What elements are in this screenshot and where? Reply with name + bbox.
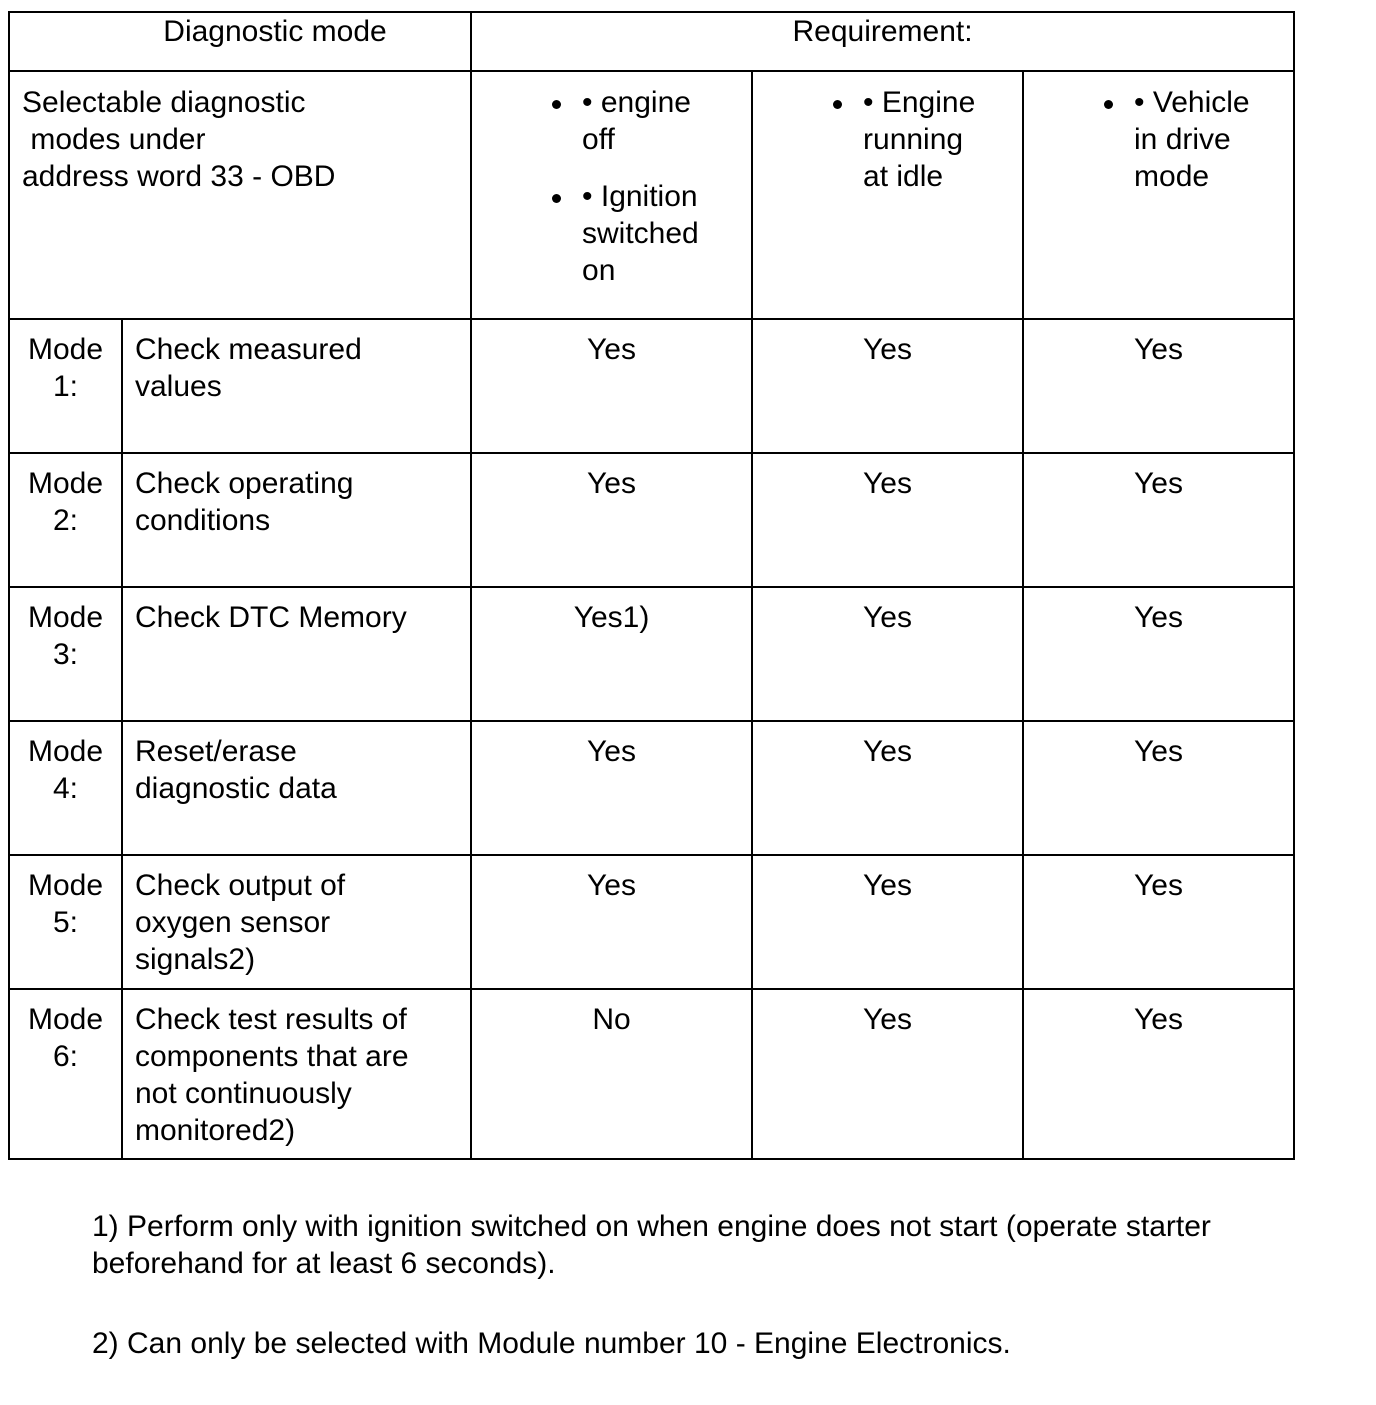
requirement-text: • Ignition: [582, 180, 698, 213]
requirement-text: mode: [1134, 160, 1210, 193]
value-cell: Yes: [1023, 587, 1294, 721]
mode-row-4: [9, 721, 1294, 855]
selectable-line: Selectable diagnostic: [22, 86, 306, 119]
value-cell: Yes: [752, 989, 1023, 1159]
mode-number-cell: [9, 989, 122, 1159]
footnotes: [92, 1208, 1362, 1405]
requirement-text: at idle: [863, 160, 944, 193]
requirement-text: in drive: [1134, 123, 1231, 156]
mode-description: Check output of: [135, 869, 346, 902]
value-cell: Yes: [471, 855, 752, 989]
mode-description: Reset/erase: [135, 735, 297, 768]
value-cell: Yes: [1023, 319, 1294, 453]
requirement-item: [863, 84, 1022, 195]
mode-description: Check DTC Memory: [135, 601, 407, 634]
mode-description: Check test results of: [135, 1003, 407, 1036]
mode-row-1: [9, 319, 1294, 453]
mode-description: oxygen sensor: [135, 906, 331, 939]
mode-description: monitored2): [135, 1114, 296, 1147]
mode-number: 5:: [52, 906, 79, 939]
footnote-1: [92, 1208, 1362, 1282]
value-cell: Yes: [471, 721, 752, 855]
diagnostic-mode-header: Diagnostic mode: [9, 12, 471, 71]
requirement-drive-mode-cell: [1023, 71, 1294, 319]
mode-label: Mode: [27, 333, 104, 366]
footnote-2: [92, 1325, 1362, 1362]
value-cell: Yes: [752, 319, 1023, 453]
mode-number: 4:: [52, 772, 79, 805]
diagnostic-modes-table: [8, 11, 1295, 1160]
selectable-line: modes under: [22, 123, 206, 156]
value-cell: Yes: [1023, 989, 1294, 1159]
value-cell: No: [471, 989, 752, 1159]
requirement-text: running: [863, 123, 964, 156]
mode-row-2: [9, 453, 1294, 587]
mode-description-cell: [122, 587, 471, 721]
requirement-text: • engine: [582, 86, 691, 119]
value-cell: Yes: [752, 453, 1023, 587]
requirement-text: • Engine: [863, 86, 976, 119]
requirement-engine-off-cell: [471, 71, 752, 319]
value-cell: Yes: [752, 587, 1023, 721]
mode-description: signals2): [135, 943, 256, 976]
mode-label: Mode: [27, 601, 104, 634]
requirement-text: off: [582, 123, 615, 156]
value-cell: Yes: [471, 319, 752, 453]
mode-number: 6:: [52, 1040, 79, 1073]
mode-number-cell: [9, 721, 122, 855]
requirement-text: • Vehicle: [1134, 86, 1250, 119]
requirement-list: [753, 84, 1022, 195]
mode-number-cell: [9, 587, 122, 721]
mode-description: values: [135, 370, 222, 403]
requirement-item: [582, 178, 751, 289]
mode-number-cell: [9, 453, 122, 587]
selectable-line: address word 33 - OBD: [22, 160, 336, 193]
requirement-list: [1024, 84, 1293, 195]
value-cell: Yes: [752, 855, 1023, 989]
footnote-text: 1) Perform only with ignition switched on when engine does not start (operate starter: [92, 1210, 1211, 1243]
mode-description-cell: [122, 989, 471, 1159]
header-row: [9, 12, 1294, 71]
value-cell: Yes: [471, 453, 752, 587]
selectable-modes-cell: [9, 71, 471, 319]
mode-description: Check operating: [135, 467, 354, 500]
mode-description: diagnostic data: [135, 772, 337, 805]
mode-description-cell: [122, 453, 471, 587]
value-cell: Yes: [1023, 721, 1294, 855]
mode-label: Mode: [27, 1003, 104, 1036]
mode-number: 2:: [52, 504, 79, 537]
mode-description: Check measured: [135, 333, 362, 366]
mode-label: Mode: [27, 735, 104, 768]
requirement-item: [1134, 84, 1293, 195]
mode-description: conditions: [135, 504, 271, 537]
value-cell: Yes: [1023, 855, 1294, 989]
mode-row-6: [9, 989, 1294, 1159]
mode-number-cell: [9, 855, 122, 989]
mode-number: 1:: [52, 370, 79, 403]
mode-number-cell: [9, 319, 122, 453]
mode-label: Mode: [27, 869, 104, 902]
requirement-item: [582, 84, 751, 158]
value-cell: Yes: [1023, 453, 1294, 587]
mode-description: not continuously: [135, 1077, 352, 1110]
requirement-text: switched: [582, 217, 699, 250]
value-cell: Yes: [752, 721, 1023, 855]
requirement-engine-idle-cell: [752, 71, 1023, 319]
mode-row-3: [9, 587, 1294, 721]
mode-label: Mode: [27, 467, 104, 500]
mode-row-5: [9, 855, 1294, 989]
mode-description-cell: [122, 319, 471, 453]
footnote-text: beforehand for at least 6 seconds).: [92, 1247, 556, 1280]
mode-description-cell: [122, 855, 471, 989]
requirement-header: Requirement:: [471, 12, 1294, 71]
mode-number: 3:: [52, 638, 79, 671]
value-cell: Yes1): [471, 587, 752, 721]
mode-description: components that are: [135, 1040, 409, 1073]
requirements-row: [9, 71, 1294, 319]
requirement-text: on: [582, 254, 616, 287]
requirement-list: [472, 84, 751, 289]
footnote-text: 2) Can only be selected with Module number 10 - Engine Electronics.: [92, 1327, 1011, 1360]
mode-description-cell: [122, 721, 471, 855]
